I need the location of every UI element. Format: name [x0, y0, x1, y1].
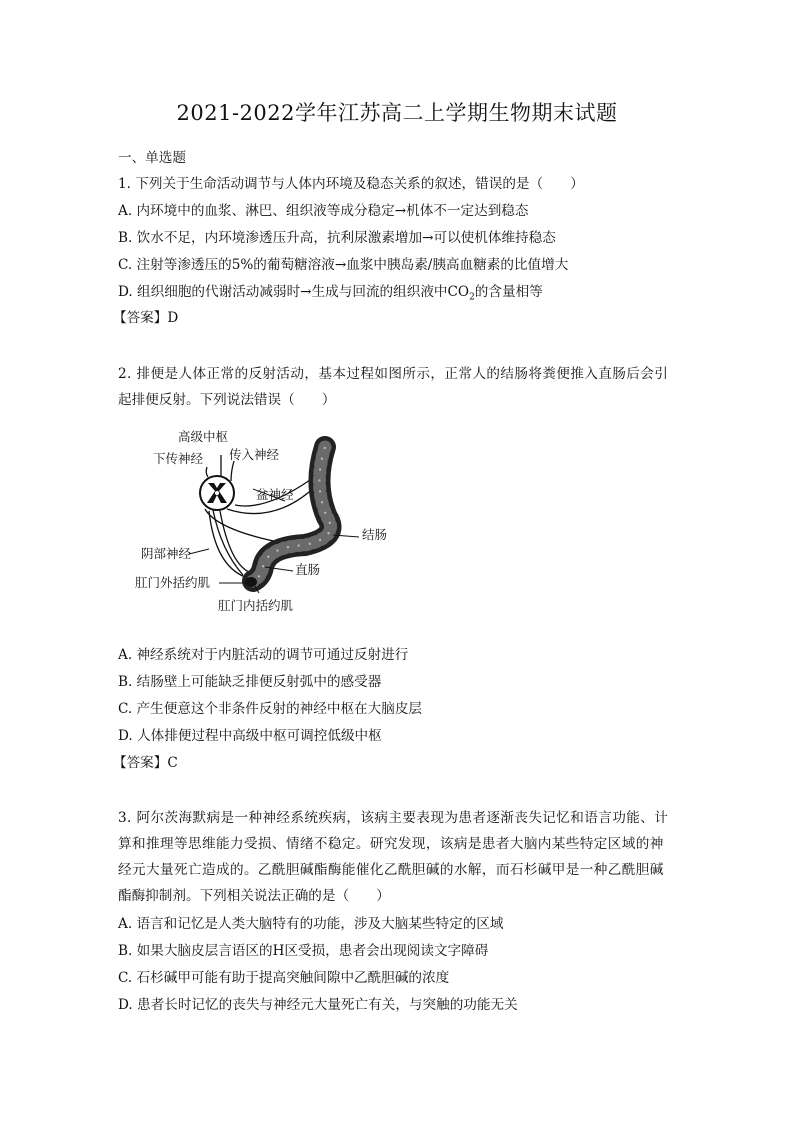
q2-option-a: A. 神经系统对于内脏活动的调节可通过反射进行 — [118, 647, 409, 663]
q2-stem-line-2: 起排便反射。下列说法错误（ ） — [118, 392, 336, 408]
label-pudendal-nerve: 阴部神经 — [141, 546, 192, 561]
label-pelvic-nerve: 盆神经 — [256, 487, 294, 502]
q1-answer: 【答案】D — [113, 310, 179, 326]
defecation-reflex-figure — [135, 425, 400, 620]
q3-stem-line-4: 酯酶抑制剂。下列相关说法正确的是（ ） — [118, 888, 390, 904]
label-descending-nerve: 下传神经 — [153, 451, 204, 466]
section-heading: 一、单选题 — [118, 150, 186, 166]
q2-option-c: C. 产生便意这个非条件反射的神经中枢在大脑皮层 — [118, 701, 423, 717]
q1-option-a: A. 内环境中的血浆、淋巴、组织液等成分稳定→机体不一定达到稳态 — [118, 203, 529, 219]
q1-stem: 1. 下列关于生命活动调节与人体内环境及稳态关系的叙述，错误的是（ ） — [118, 176, 584, 192]
q3-option-d: D. 患者长时记忆的丧失与神经元大量死亡有关，与突触的功能无关 — [118, 997, 518, 1013]
q2-option-b: B. 结肠壁上可能缺乏排便反射弧中的感受器 — [118, 674, 382, 690]
q3-stem-line-1: 3. 阿尔茨海默病是一种神经系统疾病，该病主要表现为患者逐渐丧失记忆和语言功能、计 — [118, 810, 669, 826]
label-external-anal-sphincter: 肛门外括约肌 — [135, 575, 211, 590]
q3-option-a: A. 语言和记忆是人类大脑特有的功能，涉及大脑某些特定的区域 — [118, 916, 504, 932]
q1-option-d-subscript: 2 — [469, 292, 475, 303]
q2-option-d: D. 人体排便过程中高级中枢可调控低级中枢 — [118, 728, 382, 744]
q1-option-b: B. 饮水不足，内环境渗透压升高，抗利尿激素增加→可以使机体维持稳态 — [118, 230, 556, 246]
q3-option-b: B. 如果大脑皮层言语区的H区受损，患者会出现阅读文字障碍 — [118, 943, 489, 959]
q1-option-d — [118, 280, 543, 303]
page-title: 2021-2022学年江苏高二上学期生物期末试题 — [176, 101, 618, 125]
label-colon: 结肠 — [362, 527, 388, 542]
q1-option-d-tail: 的含量相等 — [474, 284, 543, 300]
label-internal-anal-sphincter: 肛门内括约肌 — [218, 598, 294, 613]
q2-answer: 【答案】C — [113, 755, 178, 771]
label-rectum: 直肠 — [295, 562, 321, 577]
label-high-center: 高级中枢 — [178, 429, 229, 444]
q3-option-c: C. 石杉碱甲可能有助于提高突触间隙中乙酰胆碱的浓度 — [118, 970, 450, 986]
q2-stem-line-1: 2. 排便是人体正常的反射活动，基本过程如图所示，正常人的结肠将粪便推入直肠后会引 — [118, 366, 669, 382]
spinal-cord-illustration — [200, 476, 234, 510]
q3-stem-line-3: 经元大量死亡造成的。乙酰胆碱酯酶能催化乙酰胆碱的水解，而石杉碱甲是一种乙酰胆碱 — [118, 862, 664, 878]
q3-stem-line-2: 算和推理等思维能力受损、情绪不稳定。研究发现，该病是患者大脑内某些特定区域的神 — [118, 836, 664, 852]
label-afferent-nerve: 传入神经 — [229, 447, 280, 462]
q1-option-d-text: D. 组织细胞的代谢活动减弱时→生成与回流的组织液中CO — [118, 284, 470, 300]
q1-option-c: C. 注射等渗透压的5%的葡萄糖溶液→血浆中胰岛素/胰高血糖素的比值增大 — [118, 257, 569, 273]
